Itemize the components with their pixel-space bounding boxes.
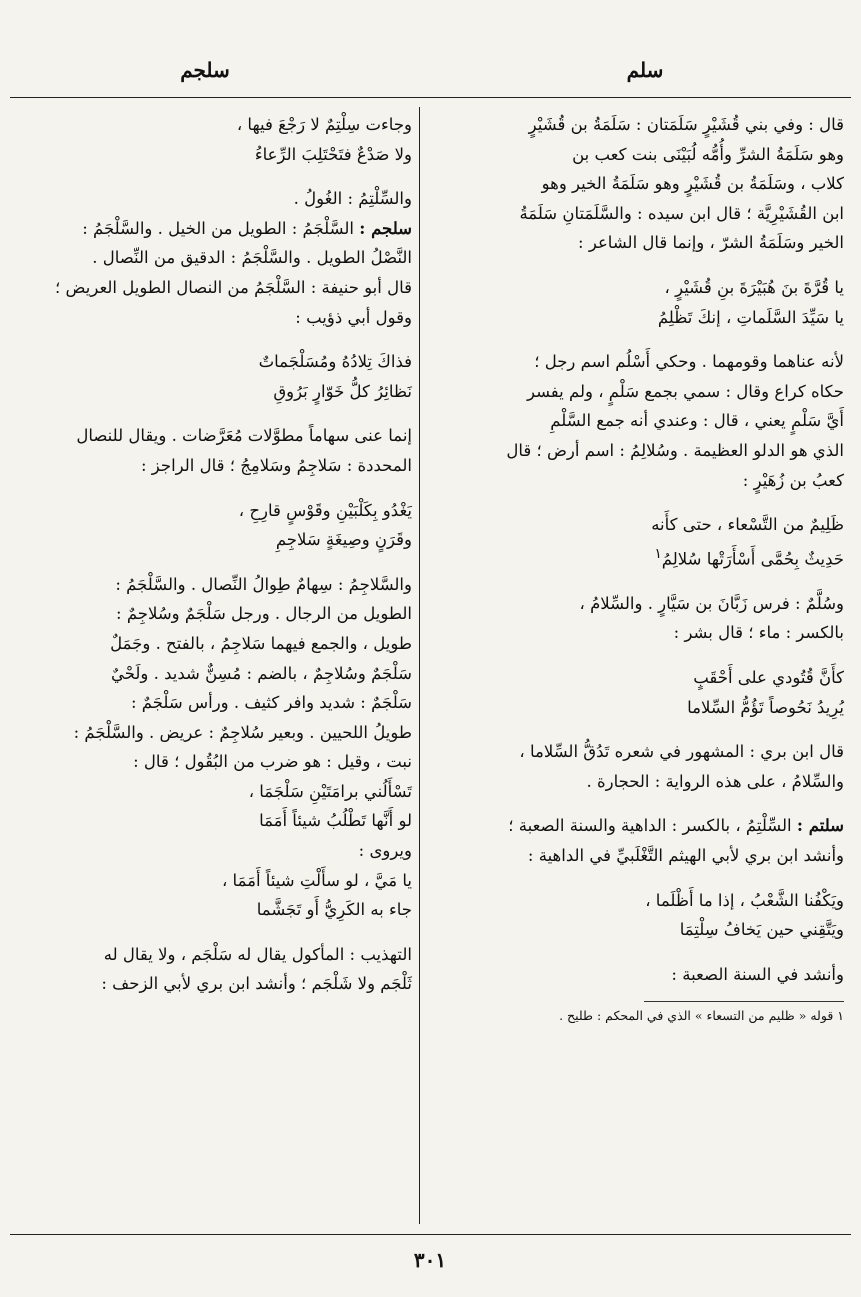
verse: يا قُرَّةَ بنَ هُبَيْرَةَ بنِ قُشَيْرٍ ، يا سَيِّدَ السَّلَماتِ ، إنكَ تَظْلِمُ <box>657 277 844 327</box>
verse: وجاءت سِلْتِمٌ لا رَجْعَ فيها ، ولا صَدْعٌ فتَحْتَلِبَ الرِّعاءُ <box>236 115 412 164</box>
paragraph: قال : وفي بني قُشَيْرٍ سَلَمَتان : سَلَمَةُ بن قُشَيْرٍ وهو سَلَمَةُ الشرِّ وأُمُّه لُبَيْنَى بنت كعب بن كلاب ، وسَلَمَةُ بن قُشَيْرٍ وهو سَلَمَةُ الخير وهو ابن القُشَيْرِيَّة ؛ قال ابن سيده : والسَّلَمَتانِ سَلَمَةُ الخير وسَلَمَةُ الشرّ ، وإنما قال الشاعر : <box>519 115 844 253</box>
verse: كأَنَّ قُتُودي على أَحْقَبٍ يُرِيدُ نَحُوصاً تَؤُمُّ السِّلاما <box>687 668 844 717</box>
page-number: ٣٠١ <box>413 1248 447 1272</box>
running-header-left: سلجم <box>180 58 230 82</box>
left-column <box>12 110 412 999</box>
right-column <box>432 110 844 1026</box>
running-header-right: سلم <box>626 58 664 82</box>
verse: ويَكْفُنا الشَّعْبُ ، إذا ما أَظْلَما ، ويَتَّقِني حين يَخافُ سِلْتِمَا <box>645 890 844 940</box>
paragraph: قال ابن بري : المشهور في شعره تَدُقُّ السِّلاما ، والسِّلامُ ، على هذه الرواية : الحجارة . <box>519 742 844 791</box>
headword: سلجم : <box>359 218 412 238</box>
footnote-mark: ١ <box>654 545 662 562</box>
entry-salatim: سلتم : السِّلْتِمُ ، بالكسر : الداهية والسنة الصعبة ؛ وأنشد ابن بري لأبي الهيثم التَّغْلَبيِّ في الداهية : <box>508 816 844 865</box>
header-rule <box>10 97 851 98</box>
verse: يا مَيَّ ، لو سأَلْتِ شيئاً أَمَمَا ، جاء به الكَرِيُّ أَو تَجَشَّما <box>221 870 412 920</box>
footnote: ١ قوله « ظليم من التسعاء » الذي في المحكم : طليح . <box>559 1008 844 1024</box>
verse: تَسْأَلُني برامَتَيْنِ سَلْجَمَا ، لو أَنَّها تَطْلُبُ شيئاً أَمَمَا <box>248 781 412 831</box>
column-divider <box>419 107 420 1224</box>
verse: ظَلِيمٌ من التَّسْعاء ، حتى كأَنه حَدِيثٌ بِحُمَّى أَسْأَرَتْها سُلالِمُ$^١$ <box>651 515 844 569</box>
paragraph: ويروى : <box>358 841 412 861</box>
footnote-rule <box>644 1001 844 1002</box>
verse: يَغْدُو بِكَلْبَيْنِ وقَوْسٍ قارِحِ ، وقَرَنٍ وصِيغَةٍ سَلاجِمِ <box>238 500 412 550</box>
paragraph: لأنه عناهما وقومهما . وحكي أَسْلُم اسم رجل ؛ حكاه كراع وقال : سمي بجمع سَلْمٍ ، ولم يفسر أَيَّ سَلْمٍ يعني ، قال : وعندي أنه جمع السَّلْمِ الذي هو الدلو العظيمة . وسُلالِمُ : اسم أرض ؛ قال كعبُ بن زُهَيْرٍ : <box>506 352 844 490</box>
headword: سلتم : <box>796 816 844 836</box>
verse: فذاكَ تِلادُهُ ومُسَلْجَماتٌ نَظائِرُ كلُّ خَوّارٍ بَرُوقِ <box>258 352 412 401</box>
footer-rule <box>10 1234 851 1235</box>
paragraph: التهذيب : المأكول يقال له سَلْجَم ، ولا يقال له ثَلْجَم ولا شَلْجَم ؛ وأنشد ابن بري لأبي الزحف : <box>101 944 412 994</box>
entry-saljam: سلجم : السَّلْجَمُ : الطويل من الخيل . والسَّلْجَمُ : النَّصْلُ الطويل . والسَّلْجَمُ : الدقيق من النِّصال . قال أبو حنيفة : السَّلْجَمُ من النصال الطويل العريض ؛ وقول أبي ذؤيب : <box>55 218 412 327</box>
paragraph: والسِّلْتِمُ : الغُولُ . <box>293 189 412 209</box>
paragraph: إنما عنى سهاماً مطوَّلات مُعَرَّضات . ويقال للنصال المحددة : سَلاجِمُ وسَلامِجُ ؛ قال الراجز : <box>76 426 412 475</box>
paragraph: والسَّلاجِمُ : سِهامٌ طِوالُ النِّصال . والسَّلْجَمُ : الطويل من الرجال . ورجل سَلْجَمٌ وسُلاجِمٌ : طويل ، والجمع فيهما سَلاجِمُ ، بالفتح . وجَمَلٌ سَلْجَمٌ وسُلاجِمٌ ، بالضم : مُسِنٌّ شديد . ولَحْيٌ سَلْجَمٌ : شديد وافر كثيف . ورأس سَلْجَمٌ : طويلُ اللحيين . وبعير سُلاجِمٌ : عريض . والسَّلْجَمُ : نبت ، وقيل : هو ضرب من البُقُول ؛ قال : <box>73 574 412 772</box>
paragraph: وأنشد في السنة الصعبة : <box>671 964 844 984</box>
paragraph: وسُلَّمٌ : فرس زَبَّانَ بن سَيَّارٍ . والسِّلامُ ، بالكسر : ماء ؛ قال بشر : <box>579 593 844 643</box>
